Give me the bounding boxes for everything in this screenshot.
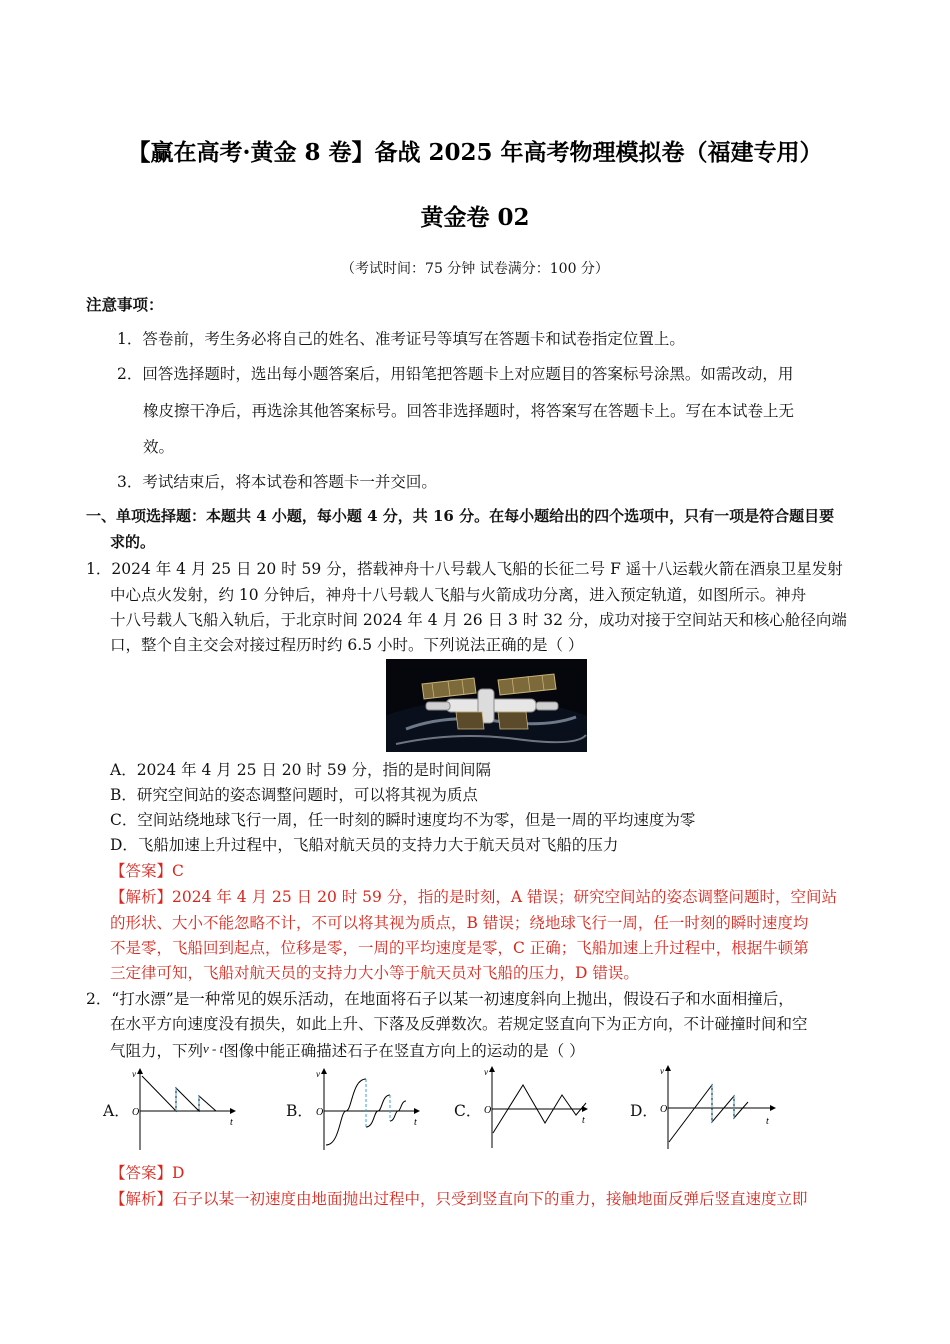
section-heading: 一、单项选择题：本题共 4 小题，每小题 4 分，共 16 分。在每小题给出的四个选项中，只有一项是符合题目要 [86, 507, 835, 525]
graph-d-axis-t: t [766, 1116, 769, 1127]
notice-item-1: 1．答卷前，考生务必将自己的姓名、准考证号等填写在答题卡和试卷指定位置上。 [117, 330, 685, 348]
q1-stem-line-1: 1．2024 年 4 月 25 日 20 时 59 分，搭载神舟十八号载人飞船的长征二号 F 遥十八运载火箭在酒泉卫星发射 [86, 560, 843, 578]
q1-option-a[interactable]: A．2024 年 4 月 25 日 20 时 59 分，指的是时间间隔 [110, 761, 492, 779]
q1-stem-line-3: 十八号载人飞船入轨后，于北京时间 2024 年 4 月 26 日 3 时 32 分，成功对接于空间站天和核心舱径向端 [110, 611, 847, 629]
q1-stem-line-2: 中心点火发射，约 10 分钟后，神舟十八号载人飞船与火箭成功分离，进入预定轨道，如图所示。神舟 [110, 586, 807, 604]
q1-option-b[interactable]: B．研究空间站的姿态调整问题时，可以将其视为质点 [110, 786, 478, 804]
q2-graph-c[interactable] [478, 1063, 603, 1157]
q2-analysis-line-1: 【解析】石子以某一初速度由地面抛出过程中，只受到竖直向下的重力，接触地面反弹后竖直速度立即 [110, 1190, 808, 1208]
notice-heading: 注意事项： [86, 295, 164, 314]
q2-stem-line-3 [110, 1036, 585, 1064]
q2-option-a-label[interactable]: A． [103, 1102, 130, 1120]
graph-c-axis-v: v [484, 1067, 488, 1077]
notice-item-2-cont: 橡皮擦干净后，再选涂其他答案标号。回答非选择题时，将答案写在答题卡上。写在本试卷上无 [143, 402, 795, 420]
graph-a-origin: O [132, 1107, 140, 1118]
q2-graph-a[interactable] [126, 1065, 251, 1159]
space-station-image [386, 659, 587, 752]
q1-analysis-line-2: 的形状、大小不能忽略不计，不可以将其视为质点，B 错误；绕地球飞行一周，任一时刻的瞬时速度均 [110, 914, 809, 932]
exam-info: （考试时间：75 分钟 试卷满分：100 分） [341, 261, 609, 277]
q2-graph-d[interactable] [654, 1062, 779, 1156]
q1-analysis-line-3: 不是零，飞船回到起点，位移是零，一周的平均速度是零，C 正确；飞船加速上升过程中，根据牛顿第 [110, 939, 809, 957]
graph-b-axis-t: t [414, 1117, 417, 1128]
q2-stem-line-2: 在水平方向速度没有损失，如此上升、下落及反弹数次。若规定竖直向下为正方向，不计碰撞时间和空 [110, 1015, 808, 1033]
notice-item-2: 2．回答选择题时，选出每小题答案后，用铅笔把答题卡上对应题目的答案标号涂黑。如需改动，用 [117, 365, 794, 383]
notice-item-3: 3．考试结束后，将本试卷和答题卡一并交回。 [117, 473, 437, 491]
graph-c-origin: O [484, 1105, 492, 1116]
graph-b-axis-v: v [316, 1069, 320, 1079]
q2-option-b-label[interactable]: B． [286, 1102, 313, 1120]
vt-symbol: v - t [203, 1041, 224, 1056]
q1-analysis-line-1: 【解析】2024 年 4 月 25 日 20 时 59 分，指的是时刻，A 错误；研究空间站的姿态调整问题时，空间站 [110, 888, 837, 906]
section-heading-cont: 求的。 [110, 533, 156, 551]
q2-stem-line-1: 2．“打水漂”是一种常见的娱乐活动，在地面将石子以某一初速度斜向上抛出，假设石子和水面相撞后， [86, 990, 794, 1008]
notice-item-2-cont2: 效。 [143, 438, 175, 456]
graph-a-axis-v: v [132, 1069, 136, 1079]
graph-c-axis-t: t [582, 1115, 585, 1126]
q2-stem-line-3-post: 图像中能正确描述石子在竖直方向上的运动的是（ ） [223, 1042, 585, 1060]
q2-option-d-label[interactable]: D． [630, 1102, 658, 1120]
q1-analysis-line-4: 三定律可知，飞船对航天员的支持力大小等于航天员对飞船的压力，D 错误。 [110, 964, 639, 982]
q1-option-c[interactable]: C．空间站绕地球飞行一周，任一时刻的瞬时速度均不为零，但是一周的平均速度为零 [110, 811, 696, 829]
graph-b-origin: O [316, 1107, 324, 1118]
graph-a-axis-t: t [230, 1117, 233, 1128]
graph-d-axis-v: v [660, 1066, 664, 1076]
q2-answer: 【答案】D [110, 1164, 185, 1182]
q2-stem-line-3-pre: 气阻力，下列 [110, 1042, 204, 1060]
q1-answer: 【答案】C [110, 862, 184, 880]
exam-subtitle: 黄金卷 02 [420, 204, 530, 231]
graph-d-origin: O [660, 1104, 668, 1115]
q2-graph-b[interactable] [310, 1065, 435, 1159]
q2-option-c-label[interactable]: C． [454, 1102, 482, 1120]
q1-option-d[interactable]: D．飞船加速上升过程中，飞船对航天员的支持力大于航天员对飞船的压力 [110, 836, 619, 854]
exam-title: 【赢在高考·黄金 8 卷】备战 2025 年高考物理模拟卷（福建专用） [127, 139, 823, 166]
q1-stem-line-4: 口，整个自主交会对接过程历时约 6.5 小时。下列说法正确的是（ ） [110, 636, 584, 654]
